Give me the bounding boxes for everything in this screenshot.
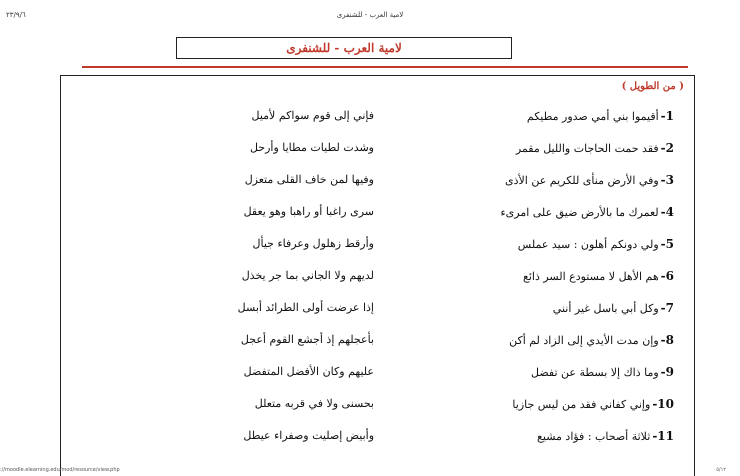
verse-second-hemistich: بحسنى ولا في قربه متعلل xyxy=(254,397,374,410)
verse-second-hemistich: وشدت لطيات مطايا وأرحل xyxy=(249,141,374,154)
verse-second-hemistich: بأعجلهم إذ أجشع القوم أعجل xyxy=(240,333,374,346)
verse-first-hemistich: أقيموا بني أمي صدور مطيكم xyxy=(526,110,659,123)
verse-number: 10- xyxy=(652,397,674,411)
verse-second-hemistich: سرى راغبا أو راهبا وهو يعقل xyxy=(243,205,374,218)
verse-first-hemistich: ولي دونكم أهلون : سيد عملس xyxy=(517,238,659,251)
poem-meter: ( من الطويل ) xyxy=(621,81,684,92)
verse-line xyxy=(252,234,674,254)
print-date: ٢٣/٩/٦ xyxy=(6,11,26,19)
verse-line xyxy=(240,330,674,350)
poem-title-box xyxy=(176,37,512,59)
verse-number: 11- xyxy=(652,429,674,443)
running-title: لامية العرب - للشنفرى xyxy=(336,11,404,19)
verse-second-hemistich: وفيها لمن خاف القلى متعزل xyxy=(244,173,374,186)
verse-line xyxy=(244,170,674,190)
verse-second-hemistich: لديهم ولا الجاني بما جر يخذل xyxy=(241,269,374,282)
verse-line xyxy=(251,106,674,126)
title-divider xyxy=(82,66,688,68)
verse-first-hemistich: وكل أبي باسل غير أنني xyxy=(552,302,659,315)
verse-first-hemistich: وما ذاك إلا بسطة عن تفضل xyxy=(531,366,659,379)
verse-number: 4- xyxy=(660,205,674,219)
verse-second-hemistich: وأرقط زهلول وعرفاء جيأل xyxy=(252,237,374,250)
poem-title: لامية العرب - للشنفرى xyxy=(286,41,402,55)
verse-second-hemistich: إذا عرضت أولى الطرائد أبسل xyxy=(237,301,374,314)
verse-first-hemistich: هم الأهل لا مستودع السر ذائع xyxy=(522,270,659,283)
verse-line xyxy=(243,362,674,382)
verse-number: 9- xyxy=(660,365,674,379)
verse-number: 5- xyxy=(660,237,674,251)
verse-second-hemistich: عليهم وكان الأفضل المتفضل xyxy=(243,365,374,378)
verse-line xyxy=(243,426,674,446)
verse-number: 8- xyxy=(660,333,674,347)
footer-page-number: ٥/١٢ xyxy=(716,467,726,473)
poem-content-box xyxy=(60,75,695,476)
verse-first-hemistich: لعمرك ما بالأرض ضيق على امرىء xyxy=(500,206,659,219)
verse-first-hemistich: وإن مدت الأيدي إلى الزاد لم أكن xyxy=(509,334,659,347)
verse-first-hemistich: وفي الأرض منأى للكريم عن الأذى xyxy=(505,174,659,187)
verse-line xyxy=(243,202,674,222)
verse-line xyxy=(254,394,674,414)
verse-line xyxy=(249,138,674,158)
verse-second-hemistich: وأبيض إصليت وصفراء عيطل xyxy=(243,429,374,442)
verse-number: 2- xyxy=(660,141,674,155)
verse-number: 3- xyxy=(660,173,674,187)
verse-number: 1- xyxy=(660,109,674,123)
verse-first-hemistich: وإني كفاني فقد من ليس جازيا xyxy=(512,398,651,411)
verse-first-hemistich: فقد حمت الحاجات والليل مقمر xyxy=(515,142,659,155)
verse-number: 6- xyxy=(660,269,674,283)
footer-url: ://moodle.elearning.edu/mod/resource/view.php xyxy=(0,467,120,473)
verse-line xyxy=(241,266,674,286)
verse-first-hemistich: ثلاثة أصحاب : فؤاد مشيع xyxy=(537,430,651,443)
verse-second-hemistich: فإني إلى قوم سواكم لأميل xyxy=(251,109,374,122)
verse-number: 7- xyxy=(660,301,674,315)
verse-line xyxy=(237,298,674,318)
